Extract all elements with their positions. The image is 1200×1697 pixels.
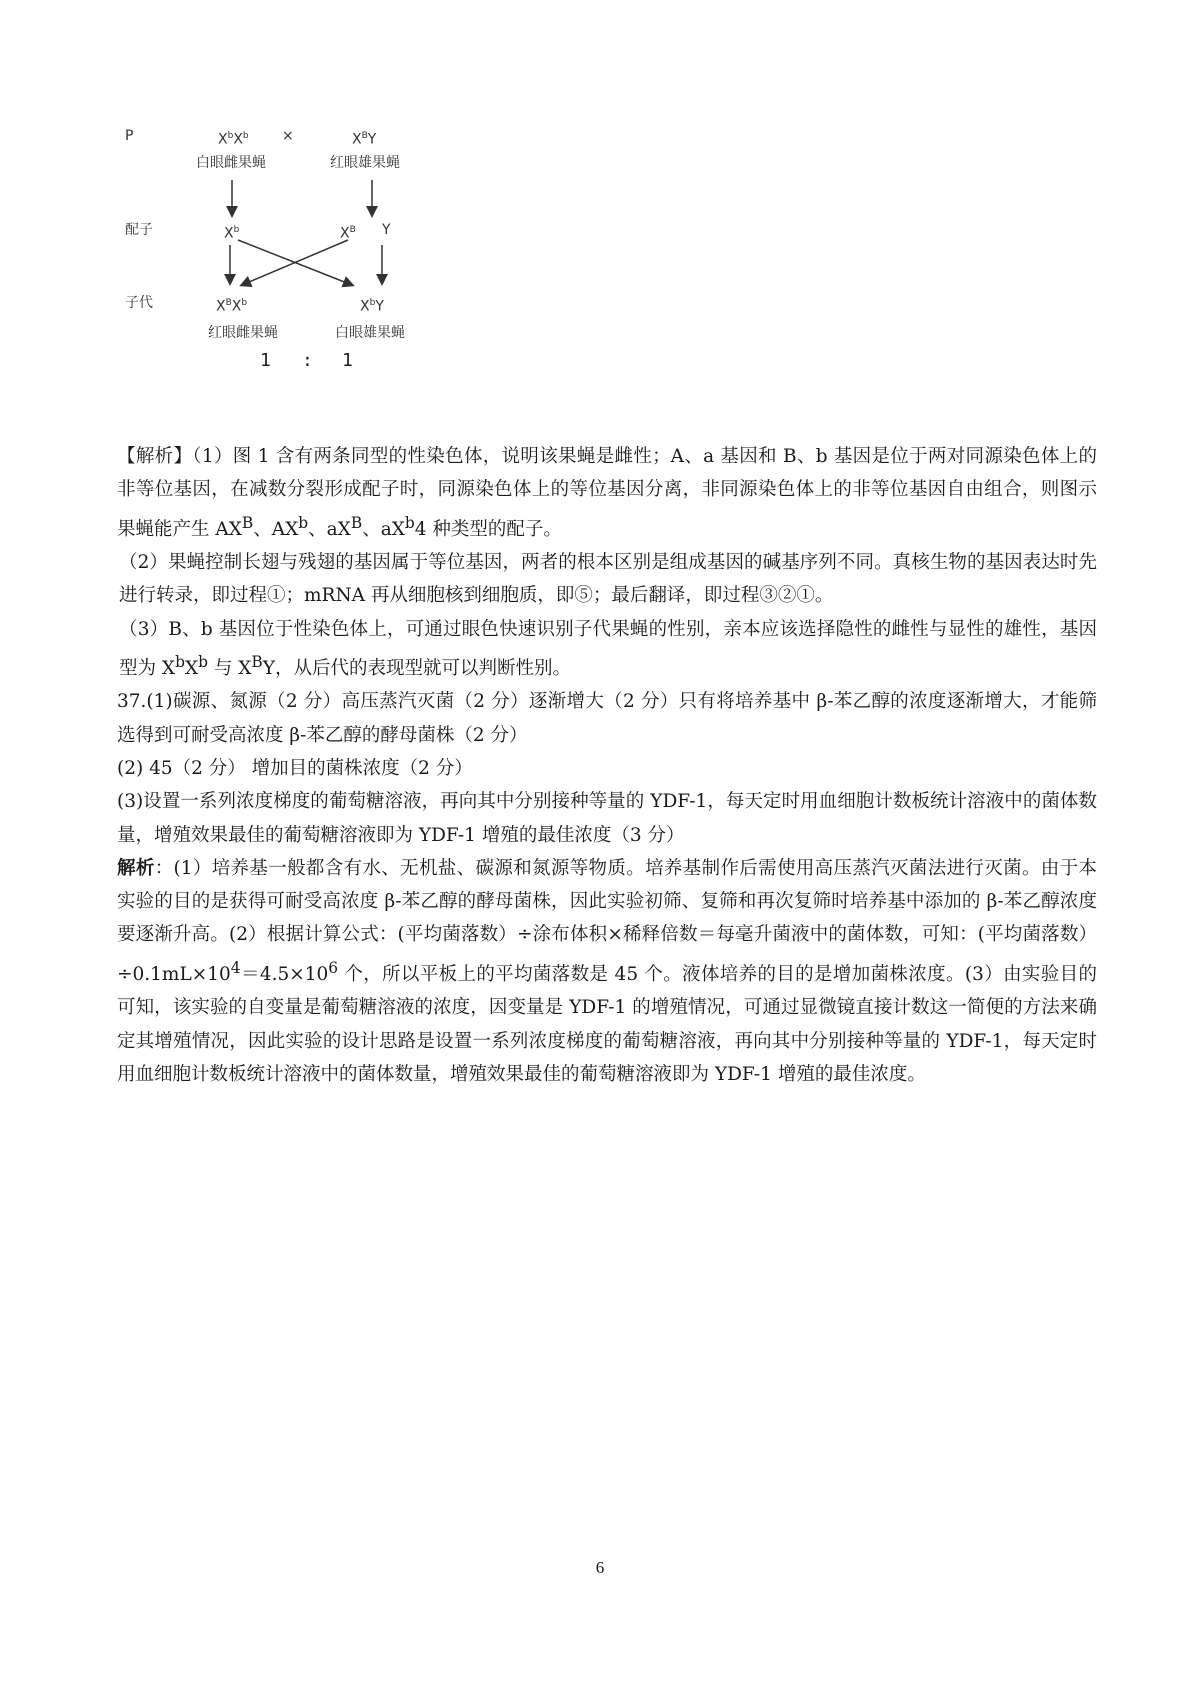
answer-37-line3: (3)设置一系列浓度梯度的葡萄糖溶液，再向其中分别接种等量的 YDF-1，每天定时用血细胞计数板统计溶液中的菌体数量，增殖效果最佳的葡萄糖溶液即为 YDF-1 增殖的最佳浓度（3 分）: [117, 791, 1097, 846]
male-parent-phenotype: 红眼雄果蝇: [330, 155, 400, 171]
answer-37-line2: (2) 45（2 分） 增加目的菌株浓度（2 分）: [117, 757, 473, 779]
female-parent-phenotype: 白眼雌果蝇: [196, 155, 266, 171]
cross-symbol: ×: [282, 128, 294, 144]
answer-body: [117, 440, 1097, 1091]
analysis-36-p3: （3）B、b 基因位于性染色体上，可通过眼色快速识别子代果蝇的性别，亲本应该选择隐性的雌性与显性的雄性，基因型为 $X^bX^b$ 与 $X^BY$，从后代的表现型就可以判断性别。: [119, 618, 1097, 680]
arrow-xB-male-to-female-offspring: [242, 240, 348, 285]
female-offspring-genotype: $X^BX^b$: [216, 298, 248, 315]
female-gamete: $X^b$: [224, 225, 240, 242]
analysis-37: 解析：(1）培养基一般都含有水、无机盐、碳源和氮源等物质。培养基制作后需使用高压蒸汽灭菌法进行灭菌。由于本实验的目的是获得可耐受高浓度 β-苯乙醇的酵母菌株，因此实验初筛、复筛和再次复筛时培养基中添加的 β-苯乙醇浓度要逐渐升高。(2）根据计算公式：(平均菌落数）÷涂布体积×稀释倍数＝每毫升菌液中的菌体数，可知：(平均菌落数）$\div 0.1mL\times 10^4=4.5\times 10^6$ 个，所以平板上的平均菌落数是 45 个。液体培养的目的是增加菌株浓度。(3）由实验目的可知，该实验的自变量是葡萄糖溶液的浓度，因变量是 YDF-1 的增殖情况，可通过显微镜直接计数这一简便的方法来确定其增殖情况，因此实验的设计思路是设置一系列浓度梯度的葡萄糖溶液，再向其中分别接种等量的 YDF-1，每天定时用血细胞计数板统计溶液中的菌体数量，增殖效果最佳的葡萄糖溶液即为 YDF-1 增殖的最佳浓度。: [117, 857, 1097, 1085]
male-offspring-phenotype: 白眼雄果蝇: [335, 325, 405, 341]
ratio-right: 1: [342, 350, 353, 371]
male-parent-genotype: $X^BY$: [352, 131, 377, 148]
ratio-left: 1: [260, 350, 271, 371]
offspring-label: 子代: [125, 295, 153, 311]
male-offspring-genotype: $X^bY$: [360, 298, 384, 315]
analysis-tag: 【解析】: [117, 446, 193, 467]
male-gamete-x: $X^B$: [340, 225, 356, 242]
male-gamete-y: Y: [382, 222, 391, 238]
analysis-37-tag: 解析: [117, 857, 155, 879]
analysis-36-p1: 【解析】（1）图 1 含有两条同型的性染色体，说明该果蝇是雌性；A、a 基因和 B、b 基因是位于两对同源染色体上的非等位基因，在减数分裂形成配子时，同源染色体上的等位基因分离，非同源染色体上的非等位基因自由组合，则图示果蝇能产生 $AX^B$、$AX^b$、$aX^B$、$aX^b4$ 种类型的配子。: [117, 446, 1097, 540]
ratio-colon: :: [302, 350, 313, 371]
parent-label: P: [125, 128, 134, 144]
cross-arrows: [120, 125, 460, 395]
genetic-cross-diagram: [120, 125, 460, 395]
page-number: 6: [595, 1558, 605, 1577]
gamete-label: 配子: [125, 222, 153, 238]
female-offspring-phenotype: 红眼雌果蝇: [208, 325, 278, 341]
answer-37-line1: 37.(1)碳源、氮源（2 分）高压蒸汽灭菌（2 分）逐渐增大（2 分）只有将培养基中 β-苯乙醇的浓度逐渐增大，才能筛选得到可耐受高浓度 β-苯乙醇的酵母菌株（2 分）: [117, 691, 1097, 746]
analysis-36-p2: （2）果蝇控制长翅与残翅的基因属于等位基因，两者的根本区别是组成基因的碱基序列不同。真核生物的基因表达时先进行转录，即过程①；mRNA 再从细胞核到细胞质，即⑤；最后翻译，即过程③②①。: [119, 552, 1097, 607]
female-parent-genotype: $X^bX^b$: [218, 131, 249, 148]
